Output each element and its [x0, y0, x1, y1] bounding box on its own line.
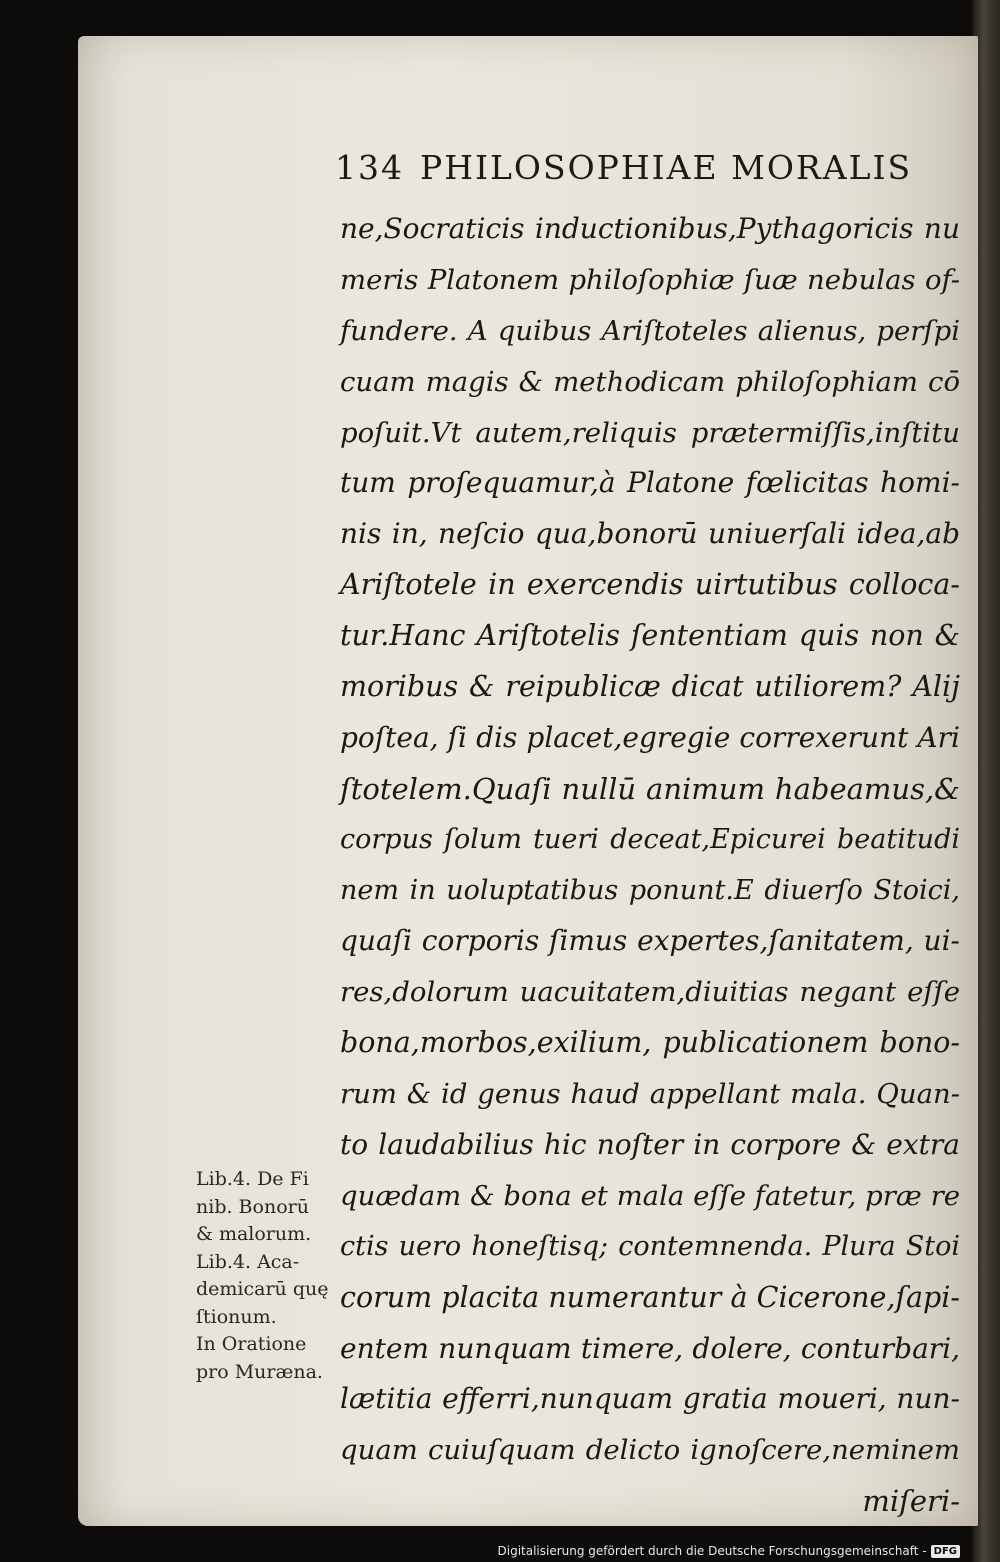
text-line: nis in, neſcio qua,bonorū uniuerſali idea,ab: [340, 517, 960, 551]
text-line: corpus ſolum tueri deceat,Epicurei beatitudi: [340, 823, 960, 855]
margin-note-line: ſtionum.: [196, 1305, 277, 1328]
digitization-credit: [498, 1544, 961, 1558]
margin-note-line: pro Muræna.: [196, 1360, 323, 1383]
text-line: ſtotelem.Quaſi nullū animum habeamus,&: [340, 771, 960, 806]
text-line: quaſi corporis ſimus expertes,ſanitatem, ui-: [340, 924, 960, 958]
margin-note-line: nib. Bonorū: [196, 1195, 309, 1218]
text-line: entem nunquam timere, dolere, conturbari,: [340, 1331, 960, 1365]
text-line: to laudabilius hic noſter in corpore & extra: [340, 1128, 960, 1162]
text-line: poſtea, ſi dis placet,egregie correxerunt Ari: [340, 720, 960, 754]
margin-note-line: demicarū quę: [196, 1278, 329, 1300]
text-line: tum proſequamur,à Platone fœlicitas homi-: [340, 466, 960, 500]
margin-note-line: & malorum.: [196, 1223, 312, 1245]
text-line: quam cuiuſquam delicto ignoſcere,neminem: [340, 1434, 960, 1467]
text-line: ctis uero honeſtisq; contemnenda. Plura Stoi: [340, 1230, 960, 1262]
text-line: nem in uoluptatibus ponunt.E diuerſo Stoici,: [340, 874, 960, 906]
text-line: fundere. A quibus Ariſtoteles alienus, perſpi: [340, 314, 960, 347]
text-line: quædam & bona et mala eſſe fatetur, præ re: [340, 1179, 960, 1212]
running-head: [335, 148, 920, 187]
page-number: 134: [335, 148, 404, 187]
credit-text: Digitalisierung gefördert durch die Deutsche Forschungsgemeinschaft -: [497, 1544, 927, 1558]
body-text: [340, 204, 960, 1527]
text-line: ne,Socraticis inductionibus,Pythagoricis nu: [340, 212, 960, 245]
margin-notes: [196, 1166, 354, 1386]
text-line: corum placita numerantur à Cicerone,ſapi-: [340, 1280, 960, 1314]
text-line: tur.Hanc Ariſtotelis ſententiam quis non &: [340, 619, 960, 653]
text-line: cuam magis & methodicam philoſophiam cō: [340, 365, 960, 398]
text-line: meris Platonem philoſophiæ ſuæ nebulas of-: [340, 263, 960, 296]
running-head-title: PHILOSOPHIAE MORALIS: [420, 148, 913, 187]
text-line: rum & id genus haud appellant mala. Quan-: [340, 1078, 960, 1111]
text-line: Ariſtotele in exercendis uirtutibus colloca-: [340, 568, 960, 602]
margin-note-line: Lib.4. Aca-: [196, 1250, 300, 1273]
text-line: lætitia efferri,nunquam gratia moueri, nun-: [340, 1382, 960, 1416]
text-line: poſuit.Vt autem,reliquis prætermiſſis,inſtitu: [340, 416, 960, 449]
text-line: moribus & reipublicæ dicat utiliorem? Alij: [340, 670, 960, 704]
dfg-logo: DFG: [931, 1545, 960, 1558]
text-line: res,dolorum uacuitatem,diuitias negant eſſe: [340, 976, 960, 1009]
margin-note-line: Lib.4. De Fi: [196, 1168, 309, 1190]
text-line: bona,morbos,exilium, publicationem bono-: [340, 1026, 960, 1060]
text-line: miſeri-: [862, 1484, 960, 1519]
margin-note-line: In Oratione: [196, 1333, 307, 1355]
